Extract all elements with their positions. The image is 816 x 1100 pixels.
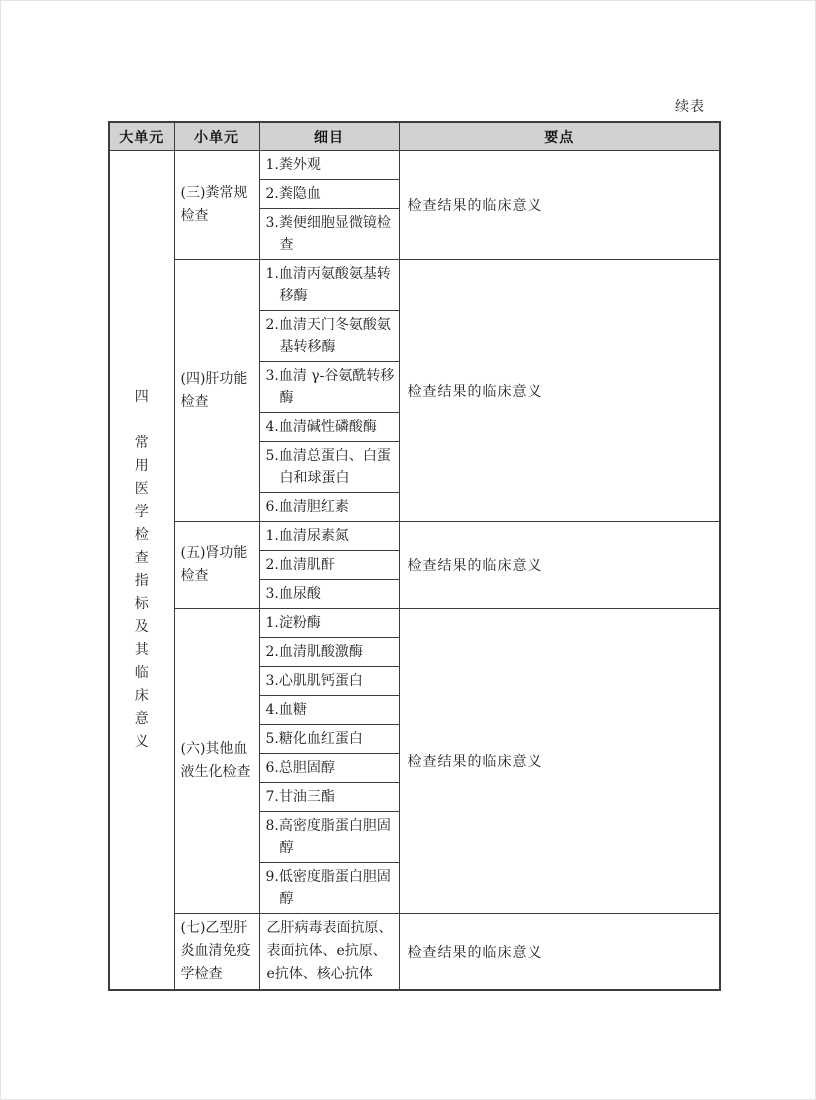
detail-item-cell: 2.血清天门冬氨酸氨基转移酶: [259, 311, 399, 362]
major-unit-title: 常用医学检查指标及其临床意义: [134, 435, 149, 750]
detail-item-cell: 4.血清碱性磷酸酶: [259, 413, 399, 442]
exam-outline-table: [108, 121, 721, 991]
table-header-row: [109, 122, 720, 151]
table-page-content: [108, 96, 719, 991]
continued-table-label: 续表: [675, 99, 705, 115]
sub-unit-cell: (六)其他血液生化检查: [174, 609, 259, 914]
detail-item-cell: 6.血清胆红素: [259, 493, 399, 522]
detail-item-cell: 2.血清肌酸激酶: [259, 638, 399, 667]
major-unit-numeral: 四: [134, 389, 149, 405]
table-row: [109, 522, 720, 551]
key-point-cell: 检查结果的临床意义: [399, 260, 720, 522]
detail-item-cell: 5.糖化血红蛋白: [259, 725, 399, 754]
header-sub-unit: 小单元: [174, 122, 259, 151]
detail-item-cell: 2.粪隐血: [259, 180, 399, 209]
detail-item-cell: 乙肝病毒表面抗原、表面抗体、e抗原、e抗体、核心抗体: [259, 914, 399, 991]
header-key-points: 要点: [399, 122, 720, 151]
key-point-cell: 检查结果的临床意义: [399, 151, 720, 260]
header-detail: 细目: [259, 122, 399, 151]
detail-item-cell: 1.粪外观: [259, 151, 399, 180]
sub-unit-cell: (三)粪常规检查: [174, 151, 259, 260]
detail-item-cell: 1.血清丙氨酸氨基转移酶: [259, 260, 399, 311]
detail-item-cell: 4.血糖: [259, 696, 399, 725]
table-row: [109, 609, 720, 638]
key-point-cell: 检查结果的临床意义: [399, 609, 720, 914]
detail-item-cell: 3.血清 γ-谷氨酰转移酶: [259, 362, 399, 413]
major-unit-cell: [109, 151, 174, 991]
sub-unit-cell: (五)肾功能检查: [174, 522, 259, 609]
detail-item-cell: 7.甘油三酯: [259, 783, 399, 812]
detail-item-cell: 1.淀粉酶: [259, 609, 399, 638]
detail-item-cell: 5.血清总蛋白、白蛋白和球蛋白: [259, 442, 399, 493]
major-unit-vertical-text: [134, 386, 150, 754]
sub-unit-cell: (四)肝功能检查: [174, 260, 259, 522]
table-row: [109, 260, 720, 311]
key-point-cell: 检查结果的临床意义: [399, 914, 720, 991]
sub-unit-cell: (七)乙型肝炎血清免疫学检查: [174, 914, 259, 991]
table-row: [109, 914, 720, 991]
detail-item-cell: 2.血清肌酐: [259, 551, 399, 580]
detail-item-cell: 3.心肌肌钙蛋白: [259, 667, 399, 696]
detail-item-cell: 3.血尿酸: [259, 580, 399, 609]
detail-item-cell: 3.粪便细胞显微镜检查: [259, 209, 399, 260]
key-point-cell: 检查结果的临床意义: [399, 522, 720, 609]
detail-item-cell: 8.高密度脂蛋白胆固醇: [259, 812, 399, 863]
detail-item-cell: 1.血清尿素氮: [259, 522, 399, 551]
detail-item-cell: 6.总胆固醇: [259, 754, 399, 783]
detail-item-cell: 9.低密度脂蛋白胆固醇: [259, 863, 399, 914]
table-row: [109, 151, 720, 180]
header-major-unit: 大单元: [109, 122, 174, 151]
